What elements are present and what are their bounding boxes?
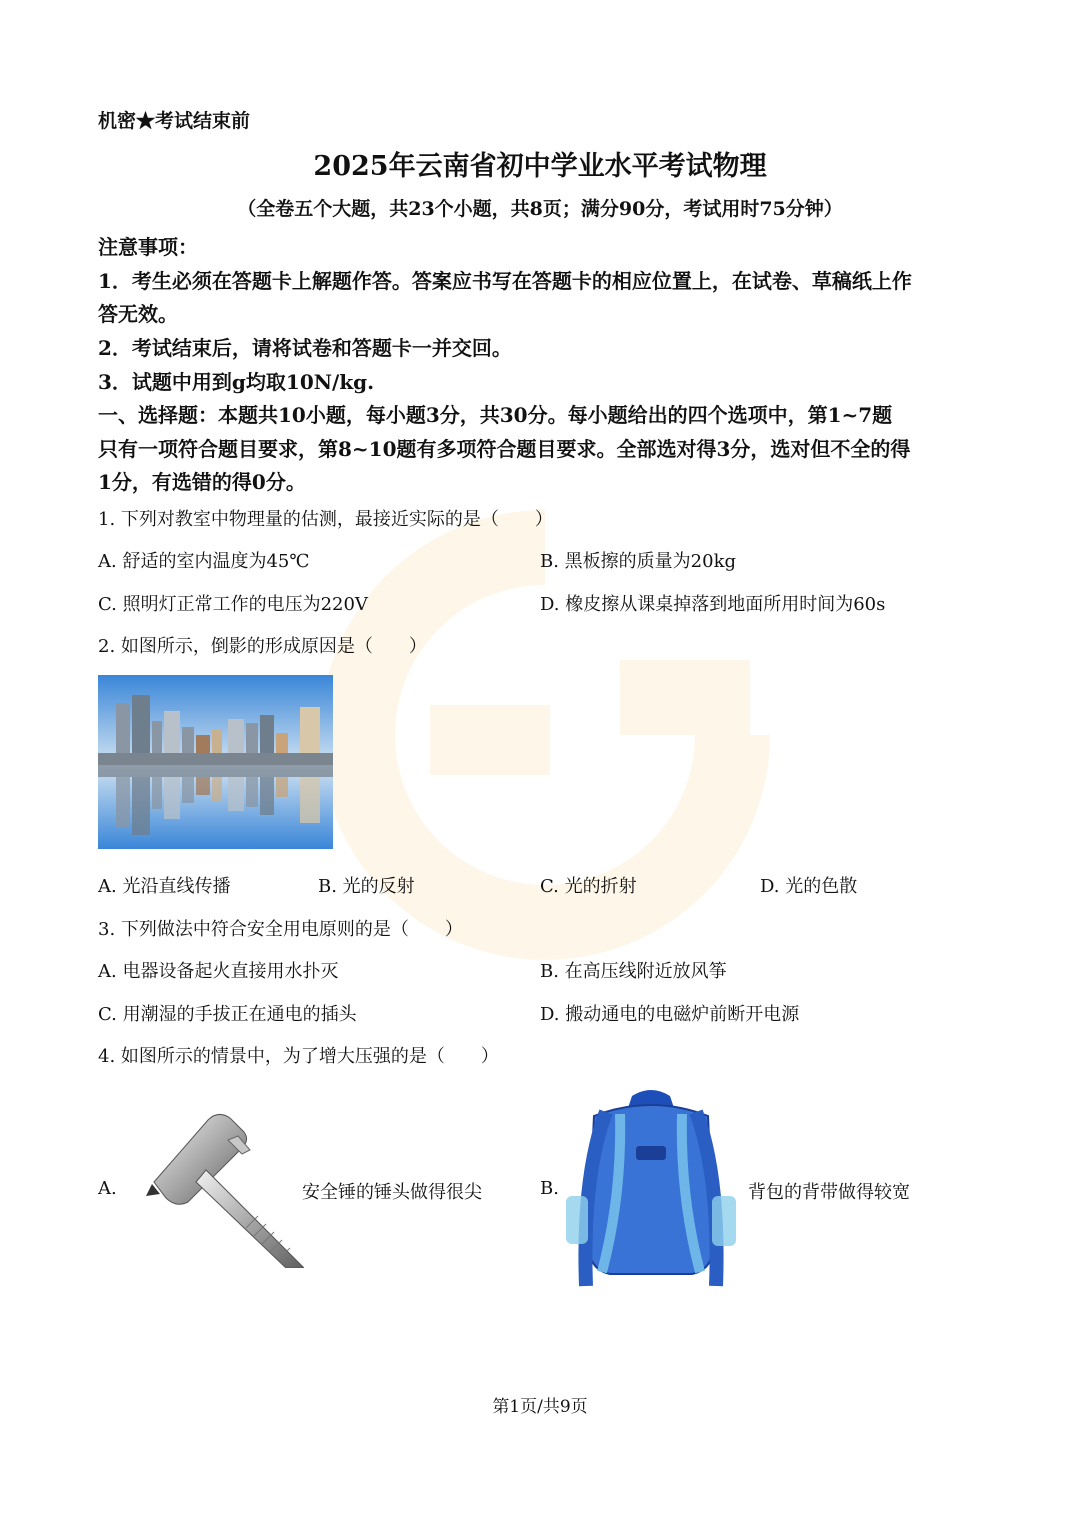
q2-option-d: D. 光的色散 (760, 876, 858, 897)
exam-subtitle: （全卷五个大题，共23个小题，共8页；满分90分，考试用时75分钟） (237, 198, 843, 220)
safety-hammer-image (146, 1110, 304, 1268)
confidential-label: 机密★考试结束前 (98, 110, 251, 132)
note-item-1: 1．考生必须在答题卡上解题作答。答案应书写在答题卡的相应位置上，在试卷、草稿纸上作 (98, 269, 912, 293)
question-1-stem: 1. 下列对教室中物理量的估测，最接近实际的是（ ） (98, 509, 553, 530)
q4-option-b-text: 背包的背带做得较宽 (748, 1182, 910, 1203)
q1-option-a: A. 舒适的室内温度为45℃ (98, 551, 310, 572)
section-instruction-1: 一、选择题：本题共10小题，每小题3分，共30分。每小题给出的四个选项中，第1~7题 (98, 403, 893, 427)
q1-option-d: D. 橡皮擦从课桌掉落到地面所用时间为60s (540, 594, 886, 615)
page-footer: 第1页/共9页 (492, 1397, 588, 1417)
q2-option-a: A. 光沿直线传播 (98, 876, 231, 897)
note-item-3: 3．试题中用到g均取10N/kg. (98, 370, 375, 394)
note-item-2: 2．考试结束后，请将试卷和答题卡一并交回。 (98, 336, 512, 360)
question-2-stem: 2. 如图所示，倒影的形成原因是（ ） (98, 636, 427, 657)
city-reflection-image (98, 675, 333, 849)
note-item-1-cont: 答无效。 (98, 302, 178, 326)
q4-option-a-letter: A. (98, 1178, 117, 1199)
q2-option-b: B. 光的反射 (318, 876, 415, 897)
section-instruction-2: 只有一项符合题目要求，第8~10题有多项符合题目要求。全部选对得3分，选对但不全的得 (98, 437, 911, 461)
q3-option-a: A. 电器设备起火直接用水扑灭 (98, 961, 339, 982)
backpack-image (562, 1086, 740, 1290)
q3-option-d: D. 搬动通电的电磁炉前断开电源 (540, 1004, 800, 1025)
q3-option-c: C. 用潮湿的手拔正在通电的插头 (98, 1004, 357, 1025)
exam-title: 2025年云南省初中学业水平考试物理 (313, 151, 767, 182)
section-instruction-3: 1分，有选错的得0分。 (98, 470, 306, 494)
q3-option-b: B. 在高压线附近放风筝 (540, 961, 727, 982)
notes-heading: 注意事项： (98, 235, 198, 259)
q4-option-a-text: 安全锤的锤头做得很尖 (302, 1182, 482, 1203)
q1-option-b: B. 黑板擦的质量为20kg (540, 551, 737, 572)
q1-option-c: C. 照明灯正常工作的电压为220V (98, 594, 368, 615)
q4-option-b-letter: B. (540, 1178, 559, 1199)
q2-option-c: C. 光的折射 (540, 876, 637, 897)
question-4-stem: 4. 如图所示的情景中，为了增大压强的是（ ） (98, 1046, 499, 1067)
question-3-stem: 3. 下列做法中符合安全用电原则的是（ ） (98, 919, 463, 940)
